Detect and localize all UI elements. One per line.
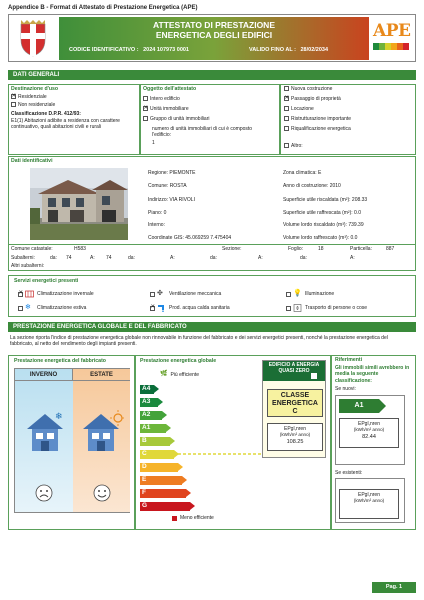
sup-raff-value: 0.0 <box>354 210 361 216</box>
anno-value: 2010 <box>329 183 341 189</box>
class-bar-b: B <box>140 437 170 446</box>
radiator-icon <box>25 290 34 298</box>
piu-efficiente-row <box>160 371 199 379</box>
particella-label: Particella: <box>350 246 372 252</box>
riferimenti-text: Gli immobili simili avrebbero in media la seguente classificazione: <box>335 365 410 384</box>
nuovi-class-badge <box>335 395 405 465</box>
comune-value: ROSTA <box>169 183 187 189</box>
nuovi-label: Se nuovi: <box>335 386 356 392</box>
riferimenti-title: Riferimenti <box>335 357 363 363</box>
altro-label: Altro: <box>291 143 303 149</box>
subalterni-da-label-3: da: <box>210 255 217 261</box>
title-line-2: ENERGETICA DEGLI EDIFICI <box>155 30 273 40</box>
trasporto-checkbox[interactable] <box>286 306 291 311</box>
valid-label: VALIDO FINO AL : <box>249 47 296 53</box>
vol-risc-label: Volume lordo riscaldato (m³): <box>283 222 347 228</box>
section-prestazione-title: PRESTAZIONE ENERGETICA GLOBALE E DEL FABBRICATO <box>13 324 187 330</box>
unita-checkbox[interactable] <box>143 106 148 111</box>
zona-row <box>283 170 321 176</box>
class-bar-a3: A3 <box>140 398 158 407</box>
esistenti-ep-unit: (kWh/m² anno) <box>353 498 385 504</box>
servizio-invernale[interactable] <box>18 290 94 298</box>
anno-label: Anno di costruzione: <box>283 183 329 189</box>
tap-icon <box>157 304 166 312</box>
nzeb-checkbox <box>311 373 317 379</box>
intero-checkbox[interactable] <box>143 96 148 101</box>
riqualificazione-label: Riqualificazione energetica <box>291 126 351 132</box>
esistenti-label: Se esistenti: <box>335 470 363 476</box>
nuovi-class-arrow <box>379 399 386 413</box>
regione-label: Regione: <box>148 170 169 176</box>
riqualificazione-checkbox[interactable] <box>284 126 289 131</box>
footer-page <box>372 582 416 593</box>
red-square-icon <box>172 516 177 521</box>
ape-logo <box>373 21 413 55</box>
intero-option[interactable] <box>143 96 180 102</box>
catasto-divider <box>8 244 416 245</box>
nuova-option[interactable] <box>284 86 332 92</box>
esistenti-badge <box>335 478 405 523</box>
page-number: Pag. 1 <box>385 584 403 590</box>
house-summer-icon <box>81 409 125 454</box>
sup-raff-label: Superficie utile raffrescata (m²): <box>283 210 353 216</box>
sup-risc-label: Superficie utile riscaldata (m²): <box>283 197 351 203</box>
subalterni-a-label-4: A: <box>350 255 355 261</box>
fan-icon: ✤ <box>157 290 163 297</box>
vol-raff-value: 0.0 <box>350 235 358 241</box>
invernale-label: Climatizzazione invernale <box>37 290 94 297</box>
anno-row <box>283 183 341 189</box>
altro-option[interactable] <box>284 143 303 149</box>
numero-unita-label: numero di unità immobiliari di cui è composto l'edificio: <box>152 126 253 139</box>
ristrutturazione-option[interactable] <box>284 116 351 122</box>
class-bar-e: E <box>140 476 182 485</box>
section-dati-generali-title: DATI GENERALI <box>13 72 60 78</box>
class-bar-d: D <box>140 463 178 472</box>
indirizzo-label: Indirizzo: <box>148 197 169 203</box>
servizio-trasporto[interactable] <box>286 304 367 312</box>
passaggio-label: Passaggio di proprietà <box>291 96 341 102</box>
zona-value: E <box>318 170 322 176</box>
dati-identificativi-title: Dati identificativi <box>11 158 53 164</box>
comune-row <box>148 183 187 189</box>
locazione-label: Locazione <box>291 106 314 112</box>
altri-subalterni-label: Altri subalterni: <box>11 263 45 269</box>
illuminazione-label: Illuminazione <box>305 290 335 297</box>
class-bar-c: C <box>140 450 174 459</box>
oggetto-title: Oggetto dell'attestato <box>143 86 197 92</box>
ep-label: EPgl,nren <box>284 426 306 432</box>
nuovi-ep-label: EPgl,nren <box>358 421 380 427</box>
lightbulb-icon: 💡 <box>293 290 302 297</box>
unita-option[interactable] <box>143 106 189 112</box>
comune-label: Comune: <box>148 183 169 189</box>
ep-box <box>267 423 323 451</box>
valid-line <box>249 47 328 54</box>
sup-risc-value: 208.33 <box>351 197 368 203</box>
residenziale-option[interactable] <box>11 94 47 100</box>
prestazione-intro: La sezione riporta l'indice di prestazione energetica globale non rinnovabile in funzione del fabbricato e dei servizi energetici presenti, nonché la prestazione energetica del fabbricato, al netto del rendimento degli impianti presenti. <box>10 335 388 348</box>
fabbricato-title: Prestazione energetica del fabbricato <box>14 358 106 364</box>
leaf-icon: 🌿 <box>160 371 168 377</box>
ventilazione-label: Ventilazione meccanica <box>169 290 222 297</box>
section-prestazione <box>8 322 416 332</box>
numero-unita-value: 1 <box>152 140 155 146</box>
region-logo <box>13 18 53 58</box>
ep-value: 108.25 <box>286 438 304 445</box>
classificazione-text: E1(1) Abitazioni adibite a residenza con carattere continuativo, quali abitazioni civili e rurali <box>11 118 120 131</box>
summer-happy-face-icon <box>93 484 111 502</box>
inverno-label: INVERNO <box>15 369 73 381</box>
passaggio-option[interactable] <box>284 96 341 102</box>
non-residenziale-option[interactable] <box>11 102 55 108</box>
comune-catastale-value: H583 <box>74 246 86 252</box>
altro-checkbox[interactable] <box>284 143 289 148</box>
esistenti-ep-box <box>339 489 399 519</box>
winter-sad-face-icon <box>35 484 53 502</box>
passaggio-checkbox[interactable] <box>284 96 289 101</box>
indirizzo-value: VIA RIVOLI <box>169 197 195 203</box>
estiva-checkbox[interactable] <box>18 306 23 311</box>
regione-value: PIEMONTE <box>169 170 196 176</box>
appendix-title: Appendice B - Format di Attestato di Prestazione Energetica (APE) <box>8 5 198 11</box>
gruppo-option[interactable] <box>143 116 209 122</box>
fabbricato-panel <box>14 368 130 513</box>
class-bar-a4: A4 <box>140 385 154 394</box>
section-dati-generali <box>8 70 416 80</box>
esistenti-ep-label: EPgl,nren <box>358 492 380 498</box>
foglio-label: Foglio: <box>288 246 304 252</box>
code-value: 2024 107973 0001 <box>143 47 189 53</box>
locazione-checkbox[interactable] <box>284 106 289 111</box>
riqualificazione-option[interactable] <box>284 126 351 132</box>
regione-row <box>148 170 196 176</box>
servizio-illuminazione[interactable] <box>286 290 334 298</box>
subalterni-label: Subalterni: <box>11 255 35 261</box>
subalterni-da-label: da: <box>50 255 57 261</box>
piano-row <box>148 210 166 216</box>
subalterni-a-label-2: A: <box>170 255 175 261</box>
sezione-label: Sezione: <box>222 246 242 252</box>
piu-efficiente-label: Più efficiente <box>170 371 200 378</box>
vol-raff-label: Volume lordo raffrescato (m³): <box>283 235 350 241</box>
vol-raff-row <box>283 235 357 241</box>
vol-risc-value: 739.39 <box>348 222 364 228</box>
nzeb-label: EDIFICIO A ENERGIA QUASI ZERO <box>263 361 325 381</box>
ventilazione-checkbox[interactable] <box>150 292 155 297</box>
subalterni-a-label: A: <box>90 255 95 261</box>
non-residenziale-checkbox[interactable] <box>11 102 16 107</box>
nuovi-ep-box <box>339 418 399 448</box>
ristrutturazione-label: Ristrutturazione importante <box>291 116 352 122</box>
coord-row <box>148 235 231 241</box>
residenziale-checkbox[interactable] <box>11 94 16 99</box>
title-line-1: ATTESTATO DI PRESTAZIONE <box>153 20 275 30</box>
subalterni-a-value: 74 <box>106 255 112 261</box>
header-banner <box>8 14 416 62</box>
title-band <box>59 17 369 60</box>
destinazione-title: Destinazione d'uso <box>11 86 59 92</box>
nuovi-class: A1 <box>339 399 379 413</box>
non-residenziale-label: Non residenziale <box>18 102 56 108</box>
meno-efficiente-label: Meno efficiente <box>180 515 214 521</box>
classificazione-label: Classificazione D.P.R. 412/93: <box>11 111 81 117</box>
classe-label: CLASSE ENERGETICA <box>272 392 318 407</box>
classe-box <box>267 389 323 417</box>
sup-raff-row <box>283 210 361 216</box>
servizio-ventilazione[interactable] <box>150 290 221 298</box>
comune-catastale-label: Comune catastale: <box>11 246 53 252</box>
class-bar-a2: A2 <box>140 411 162 420</box>
subalterni-da-label-4: da: <box>300 255 307 261</box>
vol-risc-row <box>283 222 364 228</box>
classe-pointer-line <box>178 440 268 460</box>
ape-logo-text: APE <box>373 21 411 41</box>
servizi-title: Servizi energetici presenti <box>14 278 79 284</box>
subalterni-da-value: 74 <box>66 255 72 261</box>
zona-label: Zona climatica: <box>283 170 317 176</box>
ristrutturazione-checkbox[interactable] <box>284 116 289 121</box>
gruppo-label: Gruppo di unità immobiliari <box>150 116 210 122</box>
globale-title: Prestazione energetica globale <box>140 358 217 364</box>
piano-label: Piano: <box>148 210 163 216</box>
coord-label: Coordinate GIS: <box>148 235 184 241</box>
estate-label: ESTATE <box>73 369 130 381</box>
gruppo-checkbox[interactable] <box>143 116 148 121</box>
trasporto-label: Trasporto di persone o cose <box>305 304 368 311</box>
locazione-option[interactable] <box>284 106 314 112</box>
svg-text:❄: ❄ <box>55 412 63 422</box>
valid-value: 28/02/2034 <box>300 47 329 53</box>
interno-row <box>148 222 165 228</box>
class-indicator <box>262 360 326 458</box>
code-line <box>69 47 189 54</box>
interno-label: Interno: <box>148 222 165 228</box>
house-winter-icon <box>25 409 65 454</box>
building-photo <box>30 168 128 240</box>
subalterni-da-label-2: da: <box>128 255 135 261</box>
intero-label: Intero edificio <box>150 96 180 102</box>
nuova-checkbox[interactable] <box>284 86 289 91</box>
coord-value: 45.069259 7.475404 <box>185 235 232 241</box>
estiva-label: Climatizzazione estiva <box>37 304 87 311</box>
acqua-label: Prod. acqua calda sanitaria <box>169 304 230 311</box>
particella-value: 887 <box>386 246 395 252</box>
piano-value: 0 <box>163 210 167 216</box>
nuovi-ep-unit: (kWh/m² anno) <box>353 427 385 433</box>
classe-value: C <box>292 408 298 415</box>
ep-unit: (kWh/m² anno) <box>279 432 311 438</box>
nuova-label: Nuova costruzione <box>291 86 333 92</box>
snowflake-icon: ❄ <box>25 304 31 311</box>
servizio-acqua[interactable] <box>150 304 230 312</box>
class-bar-a1: A1 <box>140 424 166 433</box>
servizio-estiva[interactable] <box>18 304 86 312</box>
code-label: CODICE IDENTIFICATIVO : <box>69 47 139 53</box>
indirizzo-row <box>148 197 195 203</box>
meno-efficiente-row <box>172 515 214 521</box>
foglio-value: 18 <box>318 246 324 252</box>
residenziale-label: Residenziale <box>18 94 47 100</box>
acqua-checkbox[interactable] <box>150 306 155 311</box>
class-bar-f: F <box>140 489 186 498</box>
invernale-checkbox[interactable] <box>18 292 23 297</box>
class-bar-g: G <box>140 502 190 511</box>
subalterni-a-label-3: A: <box>258 255 263 261</box>
elevator-icon <box>293 304 302 312</box>
unita-label: Unità immobiliare <box>150 106 189 112</box>
sup-risc-row <box>283 197 367 203</box>
illuminazione-checkbox[interactable] <box>286 292 291 297</box>
nuovi-ep-value: 82.44 <box>362 433 376 440</box>
